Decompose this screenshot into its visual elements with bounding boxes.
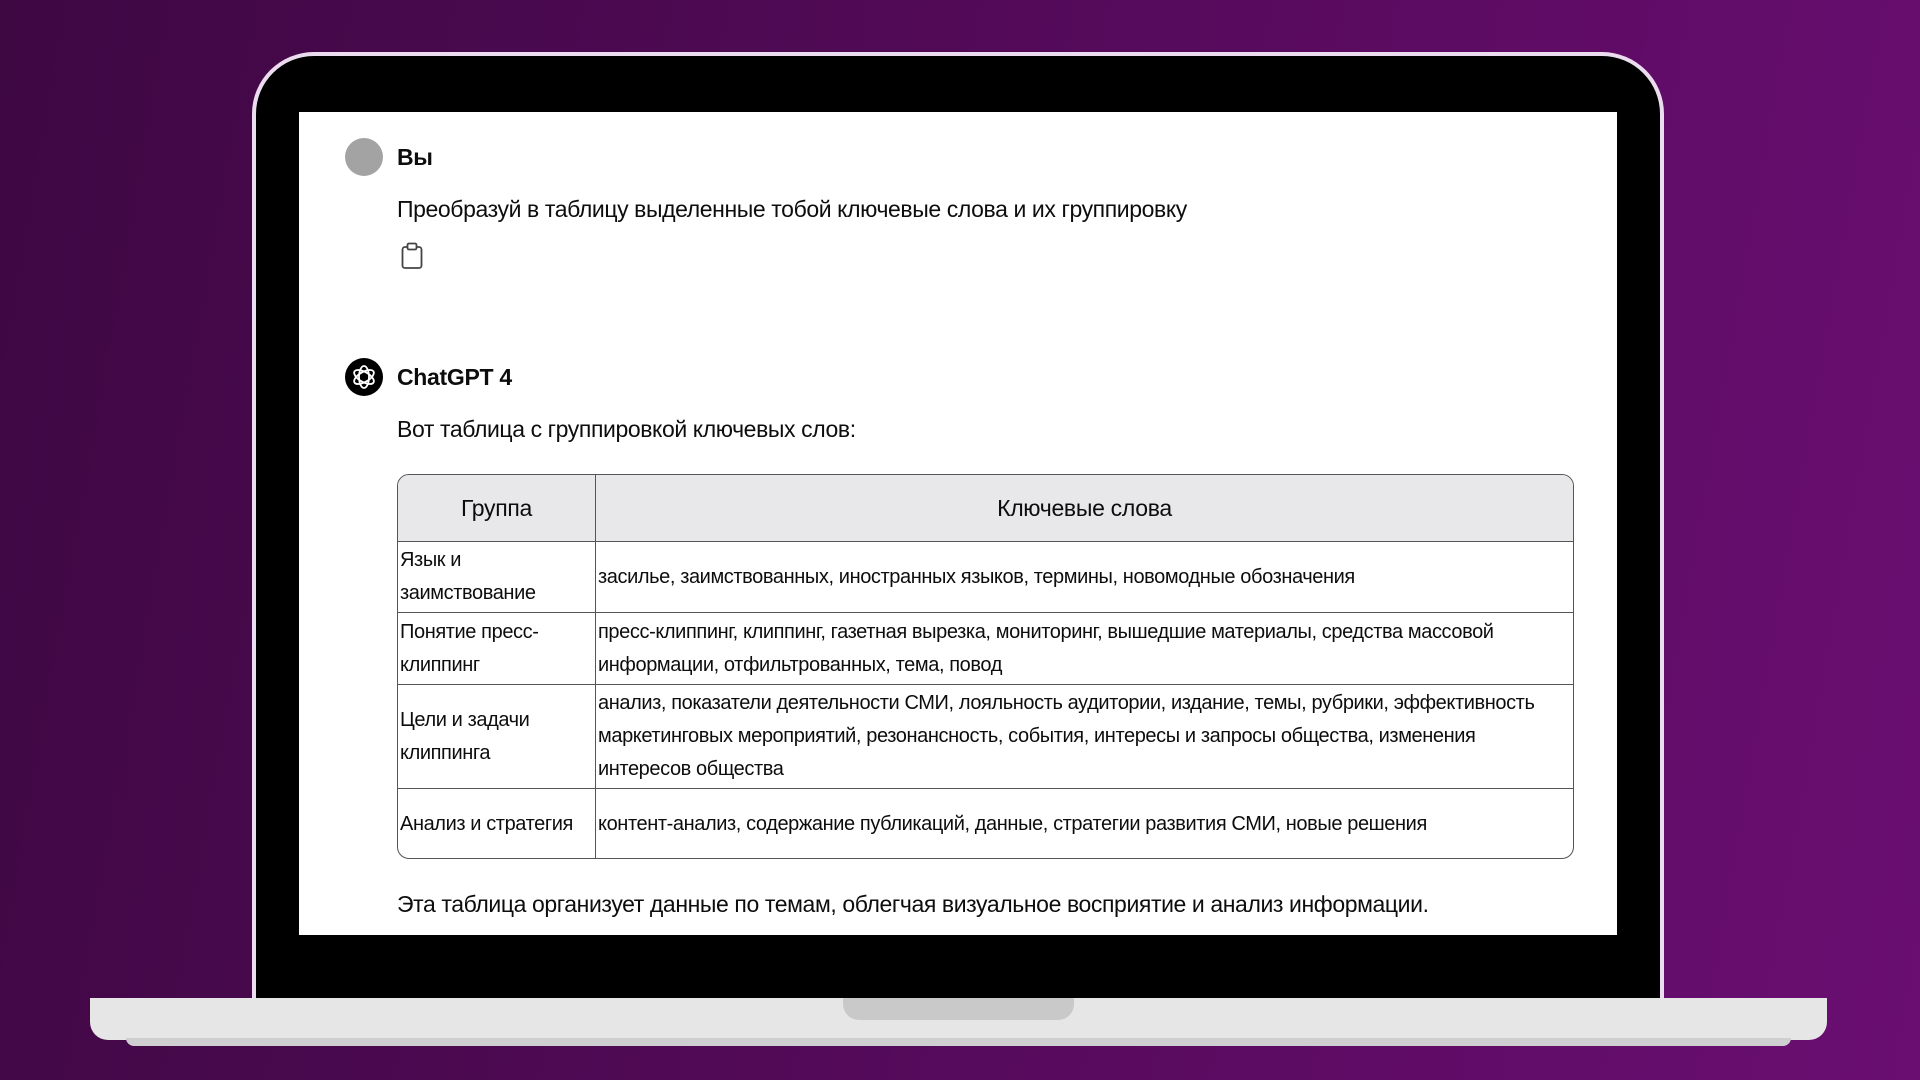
- assistant-outro-text: Эта таблица организует данные по темам, облегчая визуальное восприятие и анализ информации.: [397, 891, 1429, 917]
- keywords-table: [397, 474, 1574, 859]
- user-message-text: Преобразуй в таблицу выделенные тобой ключевые слова и их группировку: [397, 196, 1187, 222]
- table-row: [398, 542, 1573, 613]
- cell-group: Анализ и стратегия: [398, 789, 596, 860]
- user-avatar: [345, 138, 383, 176]
- cell-group: Язык и заимствование: [398, 542, 596, 613]
- assistant-intro-text: Вот таблица с группировкой ключевых слов:: [397, 416, 856, 442]
- cell-keywords: засилье, заимствованных, иностранных языков, термины, новомодные обозначения: [598, 565, 1355, 588]
- cell-group: Понятие пресс-клиппинг: [398, 613, 596, 685]
- cell-keywords: анализ, показатели деятельности СМИ, лояльность аудитории, издание, темы, рубрики, эффективность маркетинговых мероприятий, резонансность, события, интересы и запросы общества, изменения интересов общества: [596, 685, 1574, 789]
- laptop-notch: [843, 998, 1074, 1020]
- cell-keywords: контент-анализ, содержание публикаций, данные, стратегии развития СМИ, новые решения: [596, 789, 1574, 860]
- assistant-author-name: ChatGPT 4: [397, 363, 512, 390]
- laptop-base-foot: [126, 1038, 1791, 1046]
- assistant-message-header: [345, 358, 512, 396]
- table-row: [398, 685, 1573, 789]
- user-author-name: Вы: [397, 143, 433, 170]
- openai-logo-icon: [345, 358, 383, 396]
- table-header-row: [398, 475, 1573, 542]
- chat-screen: [299, 112, 1617, 935]
- user-message-header: [345, 138, 433, 176]
- cell-group: Цели и задачи клиппинга: [398, 685, 596, 789]
- column-header-group: Группа: [398, 475, 596, 542]
- clipboard-icon[interactable]: [400, 242, 424, 270]
- column-header-keywords: Ключевые слова: [596, 475, 1574, 542]
- table-row: [398, 789, 1573, 860]
- cell-keywords: пресс-клиппинг, клиппинг, газетная вырезка, мониторинг, вышедшие материалы, средства массовой информации, отфильтрованных, тема, повод: [596, 613, 1574, 685]
- table-row: [398, 613, 1573, 685]
